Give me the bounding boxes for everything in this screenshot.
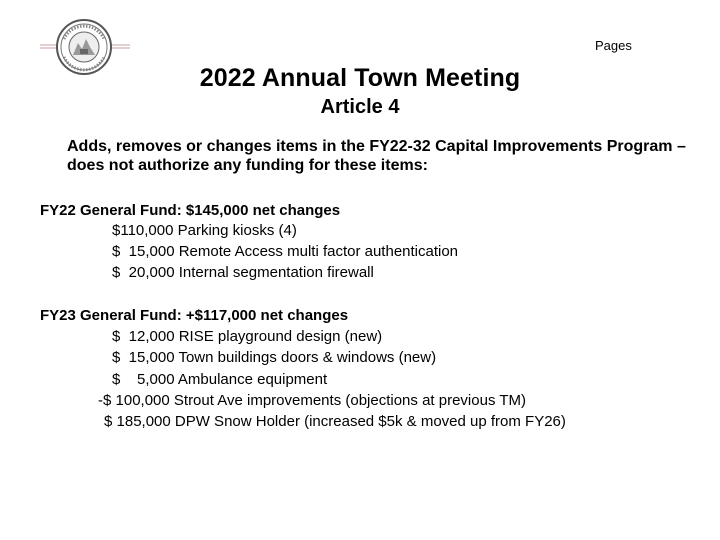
fy23-item: $ 12,000 RISE playground design (new): [112, 328, 383, 345]
slide-title: 2022 Annual Town Meeting: [199, 64, 521, 92]
fy23-item: $ 185,000 DPW Snow Holder (increased $5k & moved up from FY26): [104, 413, 566, 430]
fy22-item: $110,000 Parking kiosks (4): [112, 222, 297, 239]
pages-label: Pages: [595, 38, 632, 53]
fy23-item: $ 5,000 Ambulance equipment: [112, 371, 328, 388]
fy23-heading: FY23 General Fund: +$117,000 net changes: [40, 307, 349, 324]
slide-subtitle: Article 4: [320, 96, 400, 118]
fy22-item: $ 20,000 Internal segmentation firewall: [112, 264, 374, 281]
intro-text: Adds, removes or changes items in the FY22-32 Capital Improvements Program – does not authorize any funding for these items:: [67, 138, 686, 174]
fy22-heading: FY22 General Fund: $145,000 net changes: [40, 202, 341, 219]
fy23-item: -$ 100,000 Strout Ave improvements (objections at previous TM): [98, 392, 526, 409]
fy22-item: $ 15,000 Remote Access multi factor authentication: [112, 243, 459, 260]
fy23-item: $ 15,000 Town buildings doors & windows (new): [112, 349, 437, 366]
